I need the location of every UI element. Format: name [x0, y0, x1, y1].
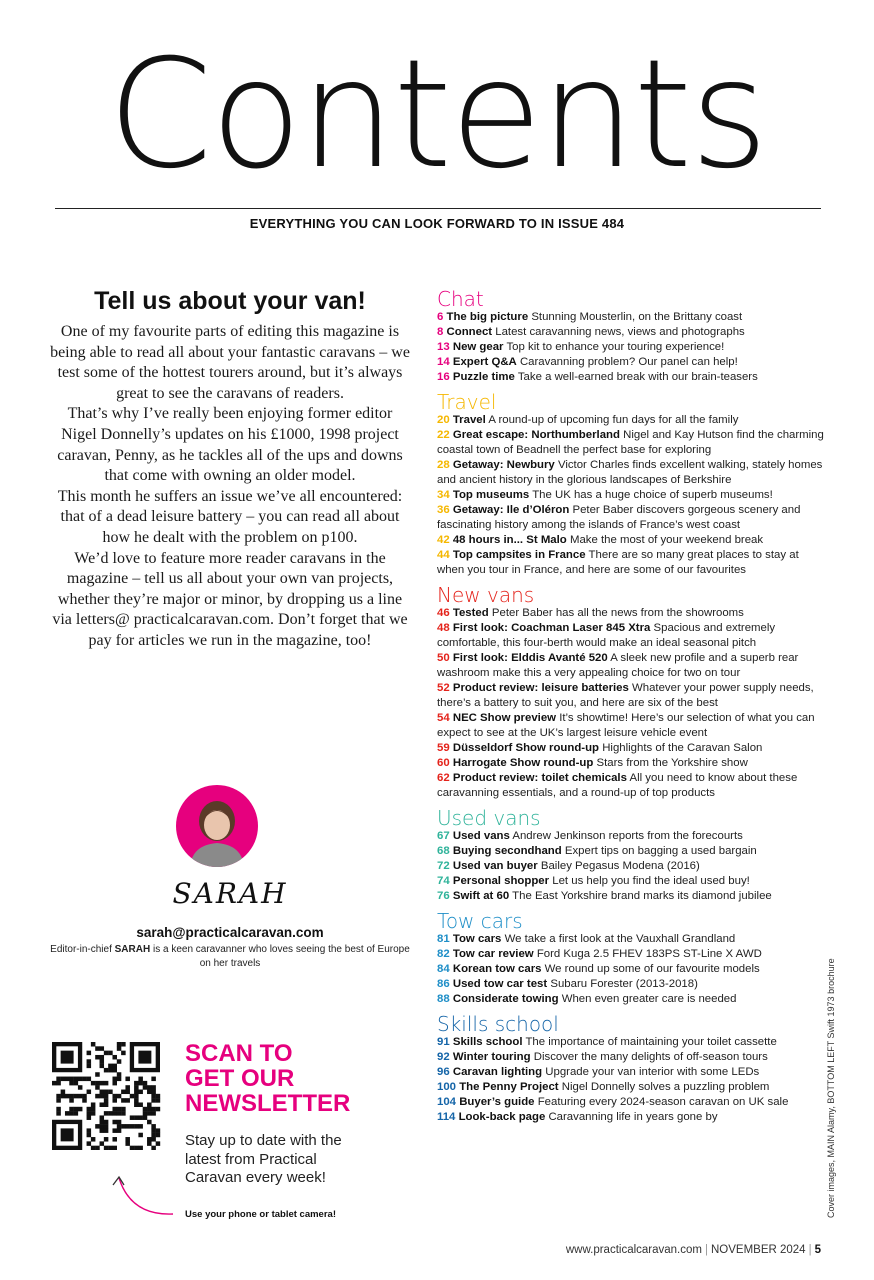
toc-entry[interactable] — [437, 413, 829, 428]
letter-heading: Tell us about your van! — [94, 287, 366, 315]
toc-entry-description: A sleek new profile and a superb rear washroom make this a very appealing choice for two on tour — [437, 652, 799, 679]
toc-page-number: 46 — [437, 607, 450, 619]
toc-page-number: 14 — [437, 356, 450, 368]
toc-section — [437, 1013, 829, 1125]
toc-entry[interactable] — [437, 548, 829, 578]
newsletter-heading-line: NEWSLETTER — [185, 1090, 351, 1117]
toc-page-number: 88 — [437, 993, 450, 1005]
toc-entry[interactable] — [437, 756, 829, 771]
newsletter-heading-line: GET OUR — [185, 1065, 295, 1092]
toc-section-title: Chat — [437, 287, 484, 311]
toc-entry-description: Bailey Pegasus Modena (2016) — [540, 860, 700, 872]
toc-entry[interactable] — [437, 340, 829, 355]
newsletter-body: Stay up to date with the latest from Practical Caravan every week! — [185, 1132, 342, 1186]
toc-entry-description: We round up some of our favourite models — [544, 963, 760, 975]
toc-entry[interactable] — [437, 947, 829, 962]
toc-entry-title: Expert Q&A — [452, 356, 517, 368]
qr-code-icon — [52, 1042, 162, 1150]
toc-entry[interactable] — [437, 962, 829, 977]
toc-page-number: 52 — [437, 682, 450, 694]
toc-entry-description: Make the most of your weekend break — [569, 534, 764, 546]
toc-entry-title: Korean tow cars — [452, 963, 542, 975]
footer-issue-date: NOVEMBER 2024 — [710, 1244, 806, 1256]
toc-entry-title: Harrogate Show round-up — [452, 757, 594, 769]
toc-page-number: 96 — [437, 1066, 450, 1078]
toc-entry-description: Nigel Donnelly solves a puzzling problem — [561, 1081, 770, 1093]
toc-page-number: 74 — [437, 875, 450, 887]
footer-website[interactable]: www.practicalcaravan.com — [565, 1244, 702, 1256]
masthead — [0, 0, 874, 210]
bio-name: SARAH — [114, 944, 151, 955]
toc-entry[interactable] — [437, 977, 829, 992]
toc-entry[interactable] — [437, 533, 829, 548]
toc-entry-description: Top kit to enhance your touring experience! — [506, 341, 725, 353]
toc-page-number: 54 — [437, 712, 450, 724]
toc-entry-description: Stars from the Yorkshire show — [596, 757, 748, 769]
editor-bio — [50, 943, 410, 971]
toc-entry[interactable] — [437, 606, 829, 621]
footer-page-number: 5 — [814, 1244, 821, 1256]
toc-entry-title: Buyer’s guide — [459, 1096, 535, 1108]
toc-entry-title: Used tow car test — [452, 978, 548, 990]
toc-page-number: 8 — [437, 326, 444, 338]
toc-entry-description: Caravanning life in years gone by — [548, 1111, 718, 1123]
toc-entry-title: Used vans — [452, 830, 510, 842]
newsletter-hint: Use your phone or tablet camera! — [185, 1209, 336, 1220]
toc-entry-title: Tow cars — [452, 933, 502, 945]
toc-entry[interactable] — [437, 370, 829, 385]
toc-page-number: 42 — [437, 534, 450, 546]
toc-entry-title: Winter touring — [452, 1051, 531, 1063]
toc-page-number: 67 — [437, 830, 450, 842]
toc-entry[interactable] — [437, 844, 829, 859]
toc-entry-description: Andrew Jenkinson reports from the forecourts — [512, 830, 743, 842]
toc-section-title: Tow cars — [437, 909, 523, 933]
toc-page-number: 81 — [437, 933, 450, 945]
toc-entry-description: Expert tips on bagging a used bargain — [564, 845, 757, 857]
issue-tagline: EVERYTHING YOU CAN LOOK FORWARD TO IN ISSUE 484 — [249, 216, 625, 231]
toc-entry-description: When even greater care is needed — [561, 993, 737, 1005]
toc-entry[interactable] — [437, 325, 829, 340]
toc-entry[interactable] — [437, 651, 829, 681]
avatar — [176, 785, 258, 867]
toc-entry-title: Look-back page — [458, 1111, 546, 1123]
editor-letter — [50, 287, 410, 652]
toc-entry-description: Discover the many delights of off-season tours — [533, 1051, 768, 1063]
toc-entry-title: First look: Elddis Avanté 520 — [452, 652, 608, 664]
toc-page-number: 48 — [437, 622, 450, 634]
toc-entry-description: Highlights of the Caravan Salon — [602, 742, 763, 754]
toc-page-number: 59 — [437, 742, 450, 754]
toc-entry[interactable] — [437, 503, 829, 533]
toc-section-title: New vans — [437, 583, 535, 607]
toc-entry-description: Peter Baber has all the news from the showrooms — [491, 607, 744, 619]
newsletter-heading — [185, 1041, 350, 1116]
toc-entry-description: Upgrade your van interior with some LEDs — [545, 1066, 760, 1078]
toc-section — [437, 288, 829, 385]
toc-entry[interactable] — [437, 741, 829, 756]
qr-code[interactable] — [52, 1042, 162, 1150]
toc-entry[interactable] — [437, 829, 829, 844]
toc-entry[interactable] — [437, 992, 829, 1007]
toc-entry-description: Spacious and extremely comfortable, this four-berth would make an ideal seasonal pitch — [437, 622, 776, 649]
toc-entry-title: First look: Coachman Laser 845 Xtra — [452, 622, 651, 634]
toc-entry[interactable] — [437, 1095, 829, 1110]
toc-entry-description: Stunning Mousterlin, on the Brittany coast — [531, 311, 743, 323]
toc-section-title: Travel — [437, 390, 497, 414]
toc-entry-title: Used van buyer — [452, 860, 538, 872]
toc-entry[interactable] — [437, 889, 829, 904]
toc-entry[interactable] — [437, 932, 829, 947]
toc-entry-description: Ford Kuga 2.5 FHEV 183PS ST-Line X AWD — [536, 948, 762, 960]
toc-entry-title: Getaway: Newbury — [452, 459, 555, 471]
editor-card — [50, 785, 410, 980]
toc-entry-title: Product review: leisure batteries — [452, 682, 629, 694]
toc-entry[interactable] — [437, 428, 829, 458]
toc-entry-title: Top campsites in France — [452, 549, 586, 561]
toc-entry-title: Considerate towing — [452, 993, 559, 1005]
toc-section — [437, 584, 829, 801]
editor-portrait-icon — [176, 785, 258, 867]
toc-entry[interactable] — [437, 488, 829, 503]
image-credit: Cover images, MAIN Alamy, BOTTOM LEFT Swift 1973 brochure — [826, 958, 836, 1218]
toc-entry[interactable] — [437, 874, 829, 889]
toc-page-number: 50 — [437, 652, 450, 664]
toc-entry-title: Getaway: Ile d’Oléron — [452, 504, 570, 516]
toc-page-number: 34 — [437, 489, 450, 501]
toc-page-number: 76 — [437, 890, 450, 902]
letter-paragraph: One of my favourite parts of editing this magazine is being able to read all about your fantastic caravans – we test some of the hottest tourers around, but it’s always great to see the caravans of readers. — [50, 323, 410, 402]
toc-entry-description: Peter Baber discovers gorgeous scenery and fascinating history among the islands of France’s west coast — [437, 504, 801, 531]
toc-page-number: 84 — [437, 963, 450, 975]
toc-entry-description: Victor Charles finds excellent walking, stately homes and ancient history in the glorious landscapes of Berkshire — [437, 459, 823, 486]
page-title: Contents — [107, 28, 767, 202]
toc-entry[interactable] — [437, 681, 829, 711]
toc-page-number: 104 — [437, 1096, 457, 1108]
toc-page-number: 22 — [437, 429, 450, 441]
toc-entry-description: Subaru Forester (2013-2018) — [550, 978, 698, 990]
toc-page-number: 13 — [437, 341, 450, 353]
toc-entry-description: Whatever your power supply needs, there’s a battery to suit you, and here are six of the best — [437, 682, 814, 709]
header-rule — [55, 208, 821, 209]
toc-entry[interactable] — [437, 1080, 829, 1095]
toc-section — [437, 910, 829, 1007]
toc-entry-description: A round-up of upcoming fun days for all the family — [488, 414, 739, 426]
toc-entry-title: Tested — [452, 607, 489, 619]
toc-entry-description: Take a well-earned break with our brain-teasers — [517, 371, 758, 383]
toc-entry-title: 48 hours in... St Malo — [452, 534, 567, 546]
toc-entry-description: Latest caravanning news, views and photographs — [495, 326, 745, 338]
toc-entry-title: NEC Show preview — [452, 712, 557, 724]
toc-page-number: 114 — [437, 1111, 456, 1123]
toc-entry[interactable] — [437, 355, 829, 370]
toc-entry-title: The Penny Project — [459, 1081, 559, 1093]
toc-entry-description: There are so many great places to stay at when you tour in France, and here are some of our favourites — [437, 549, 799, 576]
toc-page-number: 36 — [437, 504, 450, 516]
toc-entry-title: Düsseldorf Show round-up — [452, 742, 600, 754]
toc-page-number: 28 — [437, 459, 450, 471]
toc-entry-title: Skills school — [452, 1036, 523, 1048]
editor-signature: SARAH — [172, 877, 288, 910]
toc-page-number: 44 — [437, 549, 450, 561]
toc-section-title: Skills school — [437, 1012, 559, 1036]
toc-page-number: 100 — [437, 1081, 457, 1093]
letter-paragraph: We’d love to feature more reader caravans in the magazine – tell us all about your own van projects, whether they’re major or minor, by dropping us a line via letters@ practicalcaravan.com. Don’t forget that we pay for articles we run in the magazine, too! — [52, 549, 408, 649]
toc-entry-title: Product review: toilet chemicals — [452, 772, 627, 784]
toc-entry-description: It’s showtime! Here’s our selection of what you can expect to see at the UK’s largest leisure vehicle event — [437, 712, 815, 739]
toc-entry-title: Caravan lighting — [452, 1066, 543, 1078]
toc-entry-description: The UK has a huge choice of superb museums! — [532, 489, 773, 501]
newsletter-heading-line: SCAN TO — [185, 1040, 293, 1067]
toc-entry-description: All you need to know about these caravanning essentials, and a round-up of top products — [437, 772, 798, 799]
toc-entry[interactable] — [437, 1065, 829, 1080]
editor-email[interactable]: sarah@practicalcaravan.com — [136, 925, 324, 940]
curved-arrow-icon — [105, 1170, 175, 1220]
toc-entry[interactable] — [437, 711, 829, 741]
toc-entry-title: Tow car review — [452, 948, 534, 960]
toc-entry-title: Top museums — [452, 489, 530, 501]
toc-page-number: 82 — [437, 948, 450, 960]
toc-entry-title: The big picture — [446, 311, 529, 323]
toc-section — [437, 807, 829, 904]
toc-page-number: 72 — [437, 860, 450, 872]
toc-entry-title: Buying secondhand — [452, 845, 562, 857]
toc-entry-title: Connect — [446, 326, 493, 338]
toc-entry[interactable] — [437, 310, 829, 325]
toc-entry-title: Travel — [452, 414, 486, 426]
toc-page-number: 92 — [437, 1051, 450, 1063]
toc-entry-description: Nigel and Kay Hutson find the charming coastal town of Beadnell the perfect base for exploring — [437, 429, 824, 456]
toc-entry-description: Caravanning problem? Our panel can help! — [519, 356, 738, 368]
toc-entry-title: Great escape: Northumberland — [452, 429, 620, 441]
toc-page-number: 68 — [437, 845, 450, 857]
toc-entry[interactable] — [437, 771, 829, 801]
toc-entry[interactable] — [437, 1110, 829, 1125]
toc-page-number: 6 — [437, 311, 444, 323]
toc-page-number: 60 — [437, 757, 450, 769]
bio-suffix: is a keen caravanner who loves seeing the best of Europe on her travels — [150, 944, 410, 969]
toc-entry[interactable] — [437, 859, 829, 874]
toc-entry-title: Personal shopper — [452, 875, 550, 887]
toc-entry-description: Let us help you find the ideal used buy! — [552, 875, 750, 887]
toc-entry[interactable] — [437, 621, 829, 651]
toc-entry-title: Puzzle time — [452, 371, 515, 383]
toc-page-number: 86 — [437, 978, 450, 990]
page-footer: www.practicalcaravan.com | NOVEMBER 2024 | 5 — [565, 1244, 821, 1256]
toc-entry-description: The East Yorkshire brand marks its diamond jubilee — [512, 890, 772, 902]
toc-section — [437, 391, 829, 578]
toc-entry-title: Swift at 60 — [452, 890, 510, 902]
toc-entry[interactable] — [437, 1035, 829, 1050]
toc-page-number: 16 — [437, 371, 450, 383]
toc-section-title: Used vans — [437, 806, 541, 830]
letter-paragraph: This month he suffers an issue we’ve all encountered: that of a dead leisure battery – you can read all about how he dealt with the problem on p100. — [57, 487, 403, 546]
toc-page-number: 20 — [437, 414, 450, 426]
bio-prefix: Editor-in-chief — [50, 944, 115, 955]
table-of-contents — [437, 288, 829, 1131]
toc-entry[interactable] — [437, 458, 829, 488]
toc-entry-description: Featuring every 2024-season caravan on UK sale — [537, 1096, 789, 1108]
toc-entry-description: We take a first look at the Vauxhall Grandland — [504, 933, 736, 945]
toc-entry-title: New gear — [452, 341, 504, 353]
toc-page-number: 91 — [437, 1036, 450, 1048]
toc-entry-description: The importance of maintaining your toilet cassette — [525, 1036, 777, 1048]
letter-paragraph: That’s why I’ve really been enjoying former editor Nigel Donnelly’s updates on his £1000, 1998 project caravan, Penny, as he tackles all of the ups and downs that come with owning an older model. — [57, 405, 403, 485]
toc-page-number: 62 — [437, 772, 450, 784]
toc-entry[interactable] — [437, 1050, 829, 1065]
